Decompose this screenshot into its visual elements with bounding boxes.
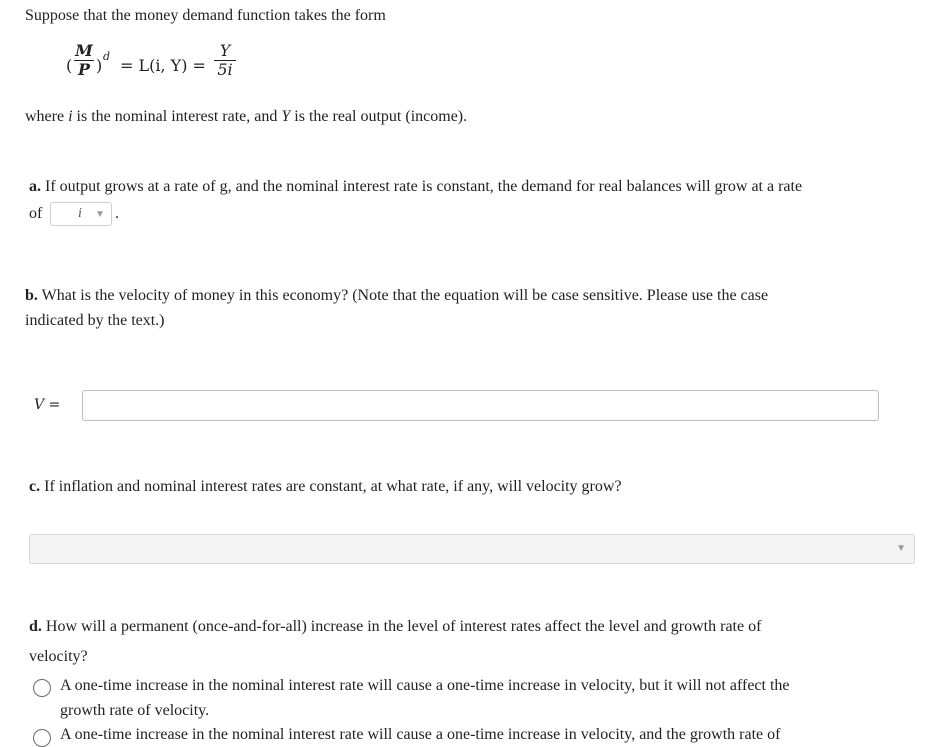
equation-lhs-fraction [74,43,94,78]
intro-text: Suppose that the money demand function takes the form [25,7,386,24]
part-a-rate-dropdown[interactable] [50,202,112,226]
var-i: i [68,108,73,125]
part-a-of: of [29,205,43,222]
part-b-line2: indicated by the text.) [25,312,165,329]
chevron-down-icon: ▼ [95,209,105,220]
where-suffix: is the real output (income). [290,108,468,125]
part-c-question [29,478,622,496]
part-c-text: If inflation and nominal interest rates are constant, at what rate, if any, will velocity grow? [40,478,622,495]
option-1-line2[interactable]: growth rate of velocity. [60,702,210,719]
option-2-radio[interactable] [33,729,51,747]
var-Y: Y [281,108,291,125]
chevron-down-icon: ▼ [896,543,906,554]
part-a-question [29,178,802,196]
part-a-label: a. [29,178,41,195]
part-d-line2: velocity? [29,648,88,665]
equation-lhs-numerator: M [75,41,93,60]
equation-close-paren: ) [96,56,103,75]
part-a-period: . [115,205,119,222]
equation-middle: = L(i, Y) = [120,56,206,75]
option-1-line1[interactable]: A one-time increase in the nominal interest rate will cause a one-time increase in velocity, but it will not affect the [60,677,790,694]
part-b-line1: What is the velocity of money in this economy? (Note that the equation will be case sensitive. Please use the case [37,287,769,304]
part-d-question [29,618,761,636]
equation-rhs-denominator: 5i [217,60,233,79]
part-c-velocity-growth-dropdown[interactable] [29,534,915,564]
velocity-input[interactable] [83,391,878,420]
option-1-radio[interactable] [33,679,51,697]
equation-open-paren: ( [66,56,73,75]
option-2-line1[interactable]: A one-time increase in the nominal interest rate will cause a one-time increase in velocity, and the growth rate of [60,726,781,743]
part-b-label: b. [25,287,38,304]
equation-lhs-denominator: P [77,60,91,79]
part-c-label: c. [29,478,41,495]
where-prefix: where [25,108,69,125]
velocity-input-box [82,390,879,421]
equation-superscript: d [103,50,111,63]
where-mid: is the nominal interest rate, and [72,108,282,125]
part-d-line1: How will a permanent (once-and-for-all) increase in the level of interest rates affect the level and growth rate of [41,618,762,635]
equation-rhs-fraction [214,43,236,78]
where-text [25,108,467,126]
velocity-label: V = [34,397,61,413]
equation-rhs-numerator: Y [219,41,231,60]
part-d-label: d. [29,618,42,635]
part-a-text: If output grows at a rate of g, and the nominal interest rate is constant, the demand for real balances will grow at a rate [41,178,803,195]
part-b-question [25,287,768,305]
part-a-dropdown-value: i [78,206,82,221]
